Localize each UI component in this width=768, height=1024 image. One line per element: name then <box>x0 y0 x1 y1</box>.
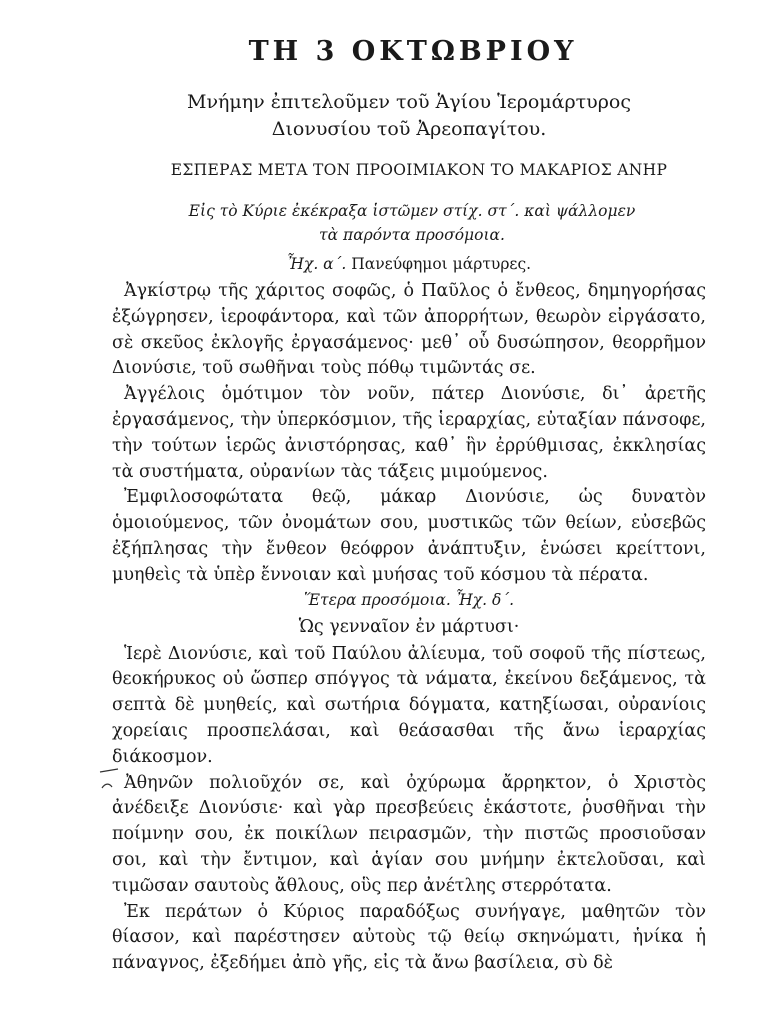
tone-mode: Ἦχ. α΄. <box>286 255 347 273</box>
hymn-1: Ἀγκίστρῳ τῆς χάριτος σοφῶς, ὁ Παῦλος ὁ ἔνθεος, δημηγορήσας ἐξώγρησεν, ἱεροφάντορα, καὶ τῶν ἀπορρήτων, θεωρὸν εἰργάσατο, σὲ σκεῦος ἐκλογῆς ἐργασάμενος· μεθ᾽ οὗ δυσώπησον, θεορρῆμον Διονύσιε, τοῦ σωθῆναι τοὺς πόθῳ τιμῶντάς σε. <box>112 281 706 379</box>
section-heading: ΕΣΠΕΡΑΣ ΜΕΤΑ ΤΟΝ ΠΡΟΟΙΜΙΑΚΟΝ ΤΟ ΜΑΚΑΡΙΟΣ ΑΝΗΡ <box>170 161 668 179</box>
tone-heading-1 <box>112 253 706 275</box>
rubric-line-2: τὰ παρόντα προσόμοια. <box>319 226 505 244</box>
subtitle-line-2: Διονυσίου τοῦ Ἀρεοπαγίτου. <box>271 118 547 140</box>
tone-model: Πανεύφημοι μάρτυρες. <box>351 255 532 273</box>
model-melody: Ὡς γενναῖον ἐν μάρτυσι· <box>298 616 520 637</box>
feast-subtitle <box>112 89 706 143</box>
hymn-3: Ἐμφιλοσοφώτατα θεῷ, μάκαρ Διονύσιε, ὡς δυνατὸν ὁμοιούμενος, τῶν ὀνομάτων σου, μυστικῶς τῶν θείων, εὐσεβῶς ἐξήπλησας τὴν ἔνθεον θεόφρον ἀνάπτυξιν, ἑνώσει κρείττονι, μυηθεὶς τὰ ὑπὲρ ἔννοιαν καὶ μυήσας τοῦ κόσμου τὰ πέρατα. <box>112 487 706 585</box>
hymn-6: Ἐκ περάτων ὁ Κύριος παραδόξως συνήγαγε, μαθητῶν τὸν θίασον, καὶ παρέστησεν αὐτοὺς τῷ θείῳ σκηνώματι, ἡνίκα ἡ πάναγνος, ἐξεδήμει ἀπὸ γῆς, εἰς τὰ ἄνω βασίλεια, σὺ δὲ <box>112 901 706 974</box>
rubric-line-1: Εἰς τὸ Κύριε ἐκέκραξα ἱστῶμεν στίχ. στ΄. καὶ ψάλλομεν <box>188 202 636 220</box>
page-title: ΤΗ 3 ΟΚΤΩΒΡΙΟΥ <box>248 36 578 67</box>
tone-label: Ἕτερα προσόμοια. Ἦχ. δ΄. <box>303 590 515 609</box>
hymn-2: Ἀγγέλοις ὁμότιμον τὸν νοῦν, πάτερ Διονύσιε, δι᾽ ἀρετῆς ἐργασάμενος, τὴν ὑπερκόσμιον, τῆς ἱεραρχίας, εὐταξίαν πάνσοφε, τὴν τούτων ἱερῶς ἀνιστόρησας, καθ᾽ ἣν ἐρρύθμισας, ἐκκλησίας τὰ συστήματα, οὐρανίων τὰς τάξεις μιμούμενος. <box>112 384 706 482</box>
pencil-mark-icon <box>98 760 128 790</box>
hymn-4: Ἱερὲ Διονύσιε, καὶ τοῦ Παύλου ἀλίευμα, τοῦ σοφοῦ τῆς πίστεως, θεοκήρυκος οὐ ὥσπερ σπόγγος τὰ νάματα, ἐκείνου δεξάμενος, τὰ σεπτὰ δὲ μυηθείς, καὶ σωτήρια δόγματα, κατηξίωσαι, οὐρανίοις χορείαις προσπελάσαι, καὶ θεάσασθαι τῆς ἄνω ἱεραρχίας διάκοσμον. <box>112 643 706 767</box>
rubric <box>112 199 706 247</box>
hymn-5: Ἀθηνῶν πολιοῦχόν σε, καὶ ὀχύρωμα ἄρρηκτον, ὁ Χριστὸς ἀνέδειξε Διονύσιε· καὶ γὰρ πρεσβεύεις ἑκάστοτε, ῥυσθῆναι τὴν ποίμνην σου, ἐκ ποικίλων πειρασμῶν, τὴν πιστῶς προσιοῦσαν σοι, καὶ τὴν ἔντιμον, καὶ ἁγίαν σου μνήμην ἐκτελοῦσαι, καὶ τιμῶσαν σαυτοὺς ἄθλους, οὓς περ ἀνέτλης στερρότατα. <box>112 772 706 896</box>
tone-heading-2 <box>112 589 706 611</box>
subtitle-line-1: Μνήμην ἐπιτελοῦμεν τοῦ Ἁγίου Ἱερομάρτυρος <box>187 91 631 113</box>
